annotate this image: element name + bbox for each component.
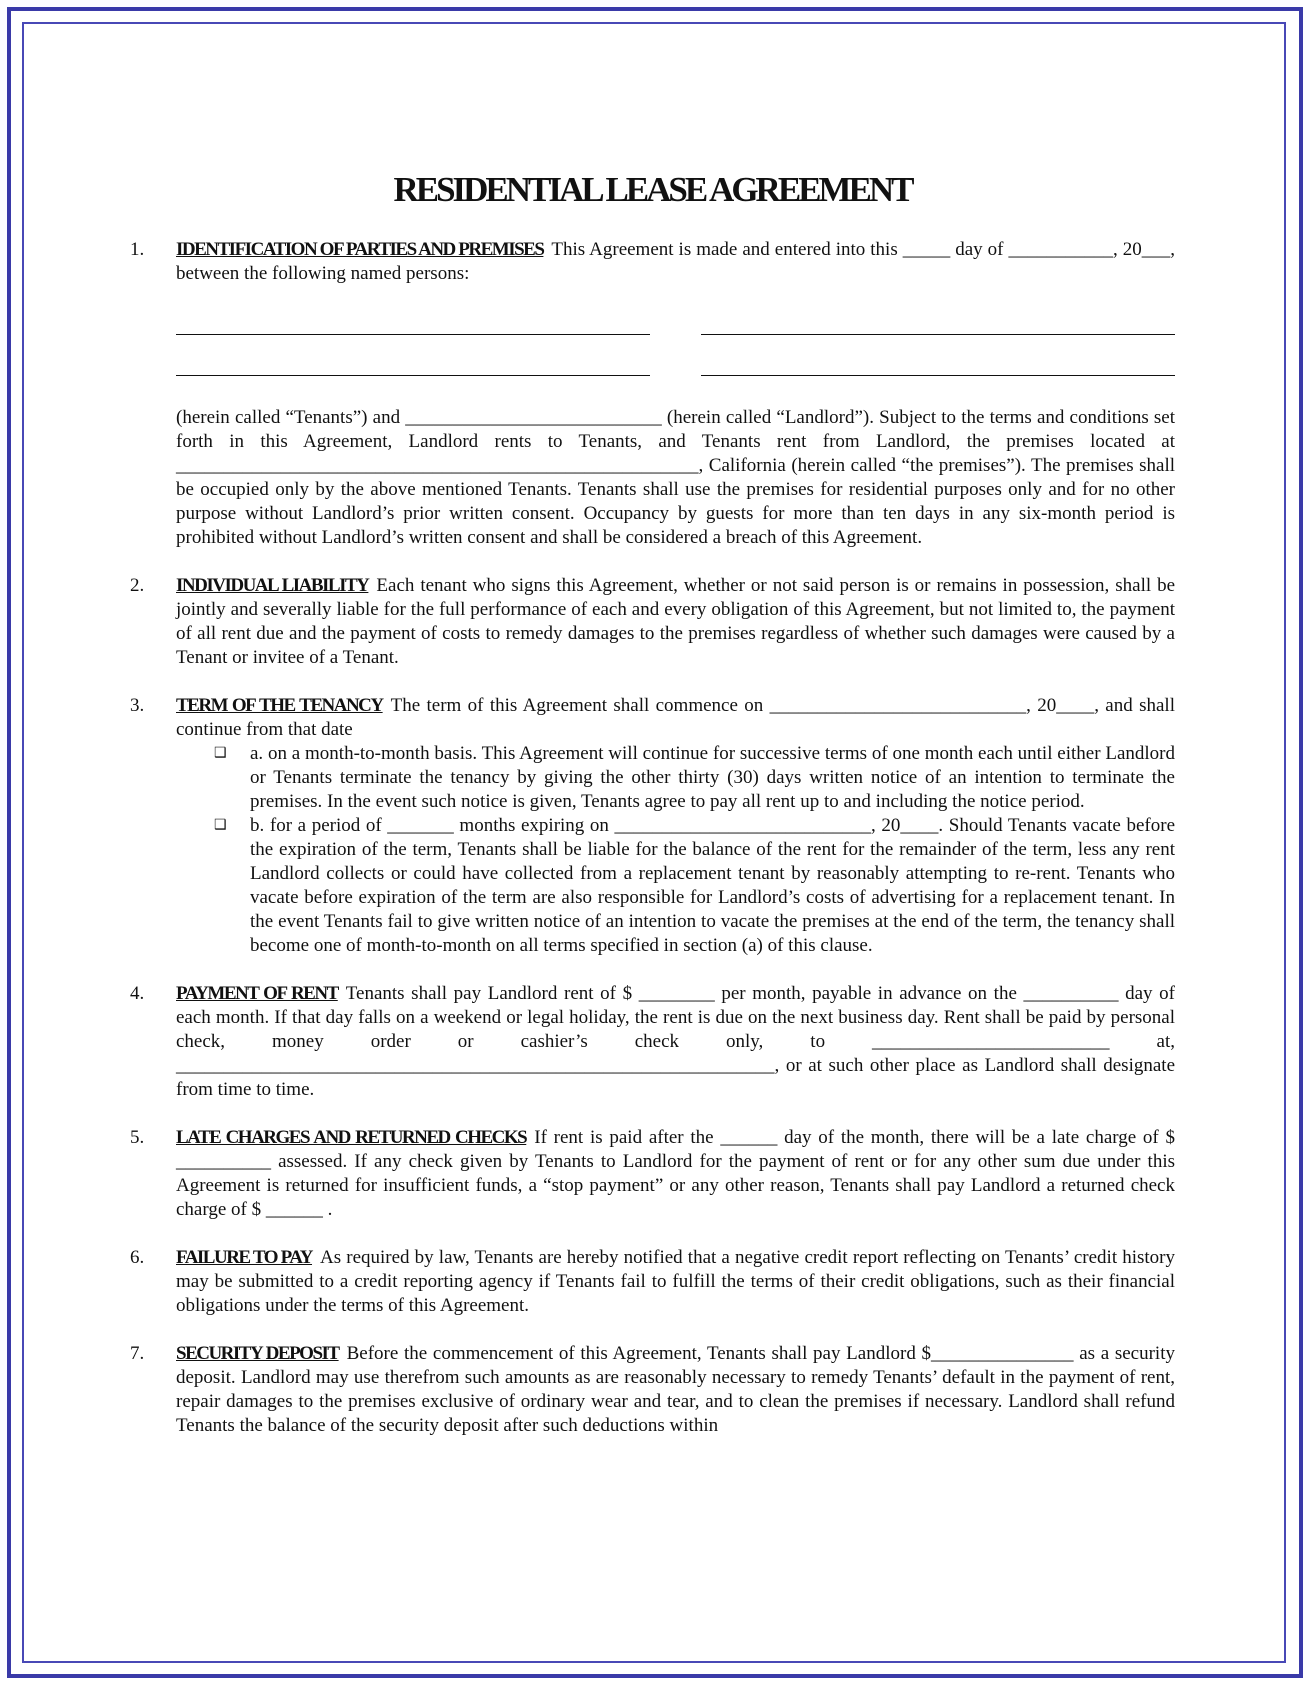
section-body [176,694,1175,958]
document-title: RESIDENTIAL LEASE AGREEMENT [393,170,912,209]
section-text: Each tenant who signs this Agreement, whether or not said person is or remains in possession, shall be jointly and severally liable for the full performance of each and every obligation of this Agreement, but not limited to, the payment of all rent due and the payment of costs to remedy damages to the premises regardless of whether such damages were caused by a Tenant or invitee of a Tenant. [176,575,1175,668]
section-text: As required by law, Tenants are hereby notified that a negative credit report reflecting on Tenants’ credit history may be submitted to a credit reporting agency if Tenants fail to fulfill the terms of their credit obligations, such as their financial obligations under the terms of this Agreement. [176,1247,1176,1316]
section-text: (herein called “Tenants”) and ___________________________ (herein called “Landlord”). Subject to the terms and conditions set forth in this Agreement, Landlord rents to Tenants, and Tenants rent from Landlord, the premises located at _______________________________________________________, California (herein called “the premises”). The premises shall be occupied only by the above mentioned Tenants. Tenants shall use the premises for residential purposes only and for no other purpose without Landlord’s prior written consent. Occupancy by guests for more than ten days in any six-month period is prohibited without Landlord’s written consent and shall be considered a breach of this Agreement. [176,407,1175,548]
section-heading: FAILURE TO PAY [176,1247,313,1268]
section-1 [130,238,1175,550]
option-text: a. on a month-to-month basis. This Agreement will continue for successive terms of one month each until either Landlord or Tenants terminate the tenancy by giving the other thirty (30) days written notice of an intention to terminate the premises. In the event such notice is given, Tenants agree to pay all rent up to and including the notice period. [250,743,1175,812]
section-7 [130,1342,1175,1438]
section-body [176,574,1175,670]
section-6 [130,1246,1175,1318]
section-body [176,1246,1175,1318]
tenant-name-line-3[interactable] [176,351,650,376]
section-number: 4. [130,983,145,1004]
term-option-month-to-month [214,742,1175,814]
section-number: 3. [130,695,145,716]
checkbox-icon[interactable]: ❑ [214,746,227,761]
section-body [176,982,1175,1102]
section-body [176,1342,1175,1438]
document-page [130,170,1175,1462]
section-heading: INDIVIDUAL LIABILITY [176,575,369,596]
section-4 [130,982,1175,1102]
term-option-fixed-period [214,814,1175,958]
section-text: Tenants shall pay Landlord rent of $ ________ per month, payable in advance on the __________ day of each month. If that day falls on a weekend or legal holiday, the rent is due on the next business day. Rent shall be paid by personal check, money order or cashier’s check only, to _________________________ at, _______________________________________________________________, or at such other place as Landlord shall designate from time to time. [176,983,1175,1100]
section-5 [130,1126,1175,1222]
section-text: The term of this Agreement shall commence on ___________________________, 20____, and shall continue from that date [176,695,1175,740]
section-heading: TERM OF THE TENANCY [176,695,383,716]
tenant-name-line-2[interactable] [701,310,1175,335]
section-number: 2. [130,575,145,596]
section-2 [130,574,1175,670]
tenant-name-line-1[interactable] [176,310,650,335]
checkbox-icon[interactable]: ❑ [214,818,227,833]
option-text: b. for a period of _______ months expiring on ___________________________, 20____. Should Tenants vacate before the expiration of the term, Tenants shall be liable for the balance of the rent for the remainder of the term, less any rent Landlord collects or could have collected from a replacement tenant by reasonably attempting to re-rent. Tenants who vacate before expiration of the term are also responsible for Landlord’s costs of advertising for a replacement tenant. In the event Tenants fail to give written notice of an intention to vacate the premises at the end of the term, the tenancy shall become one of month-to-month on all terms specified in section (a) of this clause. [250,815,1175,956]
section-number: 1. [130,239,145,260]
section-heading: LATE CHARGES AND RETURNED CHECKS [176,1127,527,1148]
section-body [176,1126,1175,1222]
section-heading: PAYMENT OF RENT [176,983,338,1004]
tenant-name-line-4[interactable] [701,351,1175,376]
section-number: 6. [130,1247,145,1268]
section-heading: SECURITY DEPOSIT [176,1343,339,1364]
section-heading: IDENTIFICATION OF PARTIES AND PREMISES [176,239,544,260]
section-text: Before the commencement of this Agreement, Tenants shall pay Landlord $_______________ as a security deposit. Landlord may use therefrom such amounts as are reasonably necessary to remedy Tenants’ default in the payment of rent, repair damages to the premises exclusive of ordinary wear and tear, and to clean the premises if necessary. Landlord shall refund Tenants the balance of the security deposit after such deductions within [176,1343,1175,1436]
section-body [176,238,1175,550]
section-3 [130,694,1175,958]
section-number: 5. [130,1127,145,1148]
section-intro: This Agreement is made and entered into this _____ day of ___________, 20___, between the following named persons: [176,239,1176,284]
tenant-name-lines [176,310,1175,392]
section-number: 7. [130,1343,145,1364]
section-text: If rent is paid after the ______ day of the month, there will be a late charge of $ __________ assessed. If any check given by Tenants to Landlord for the payment of rent or for any other sum due under this Agreement is returned for insufficient funds, a “stop payment” or any other reason, Tenants shall pay Landlord a returned check charge of $ ______ . [176,1127,1175,1220]
